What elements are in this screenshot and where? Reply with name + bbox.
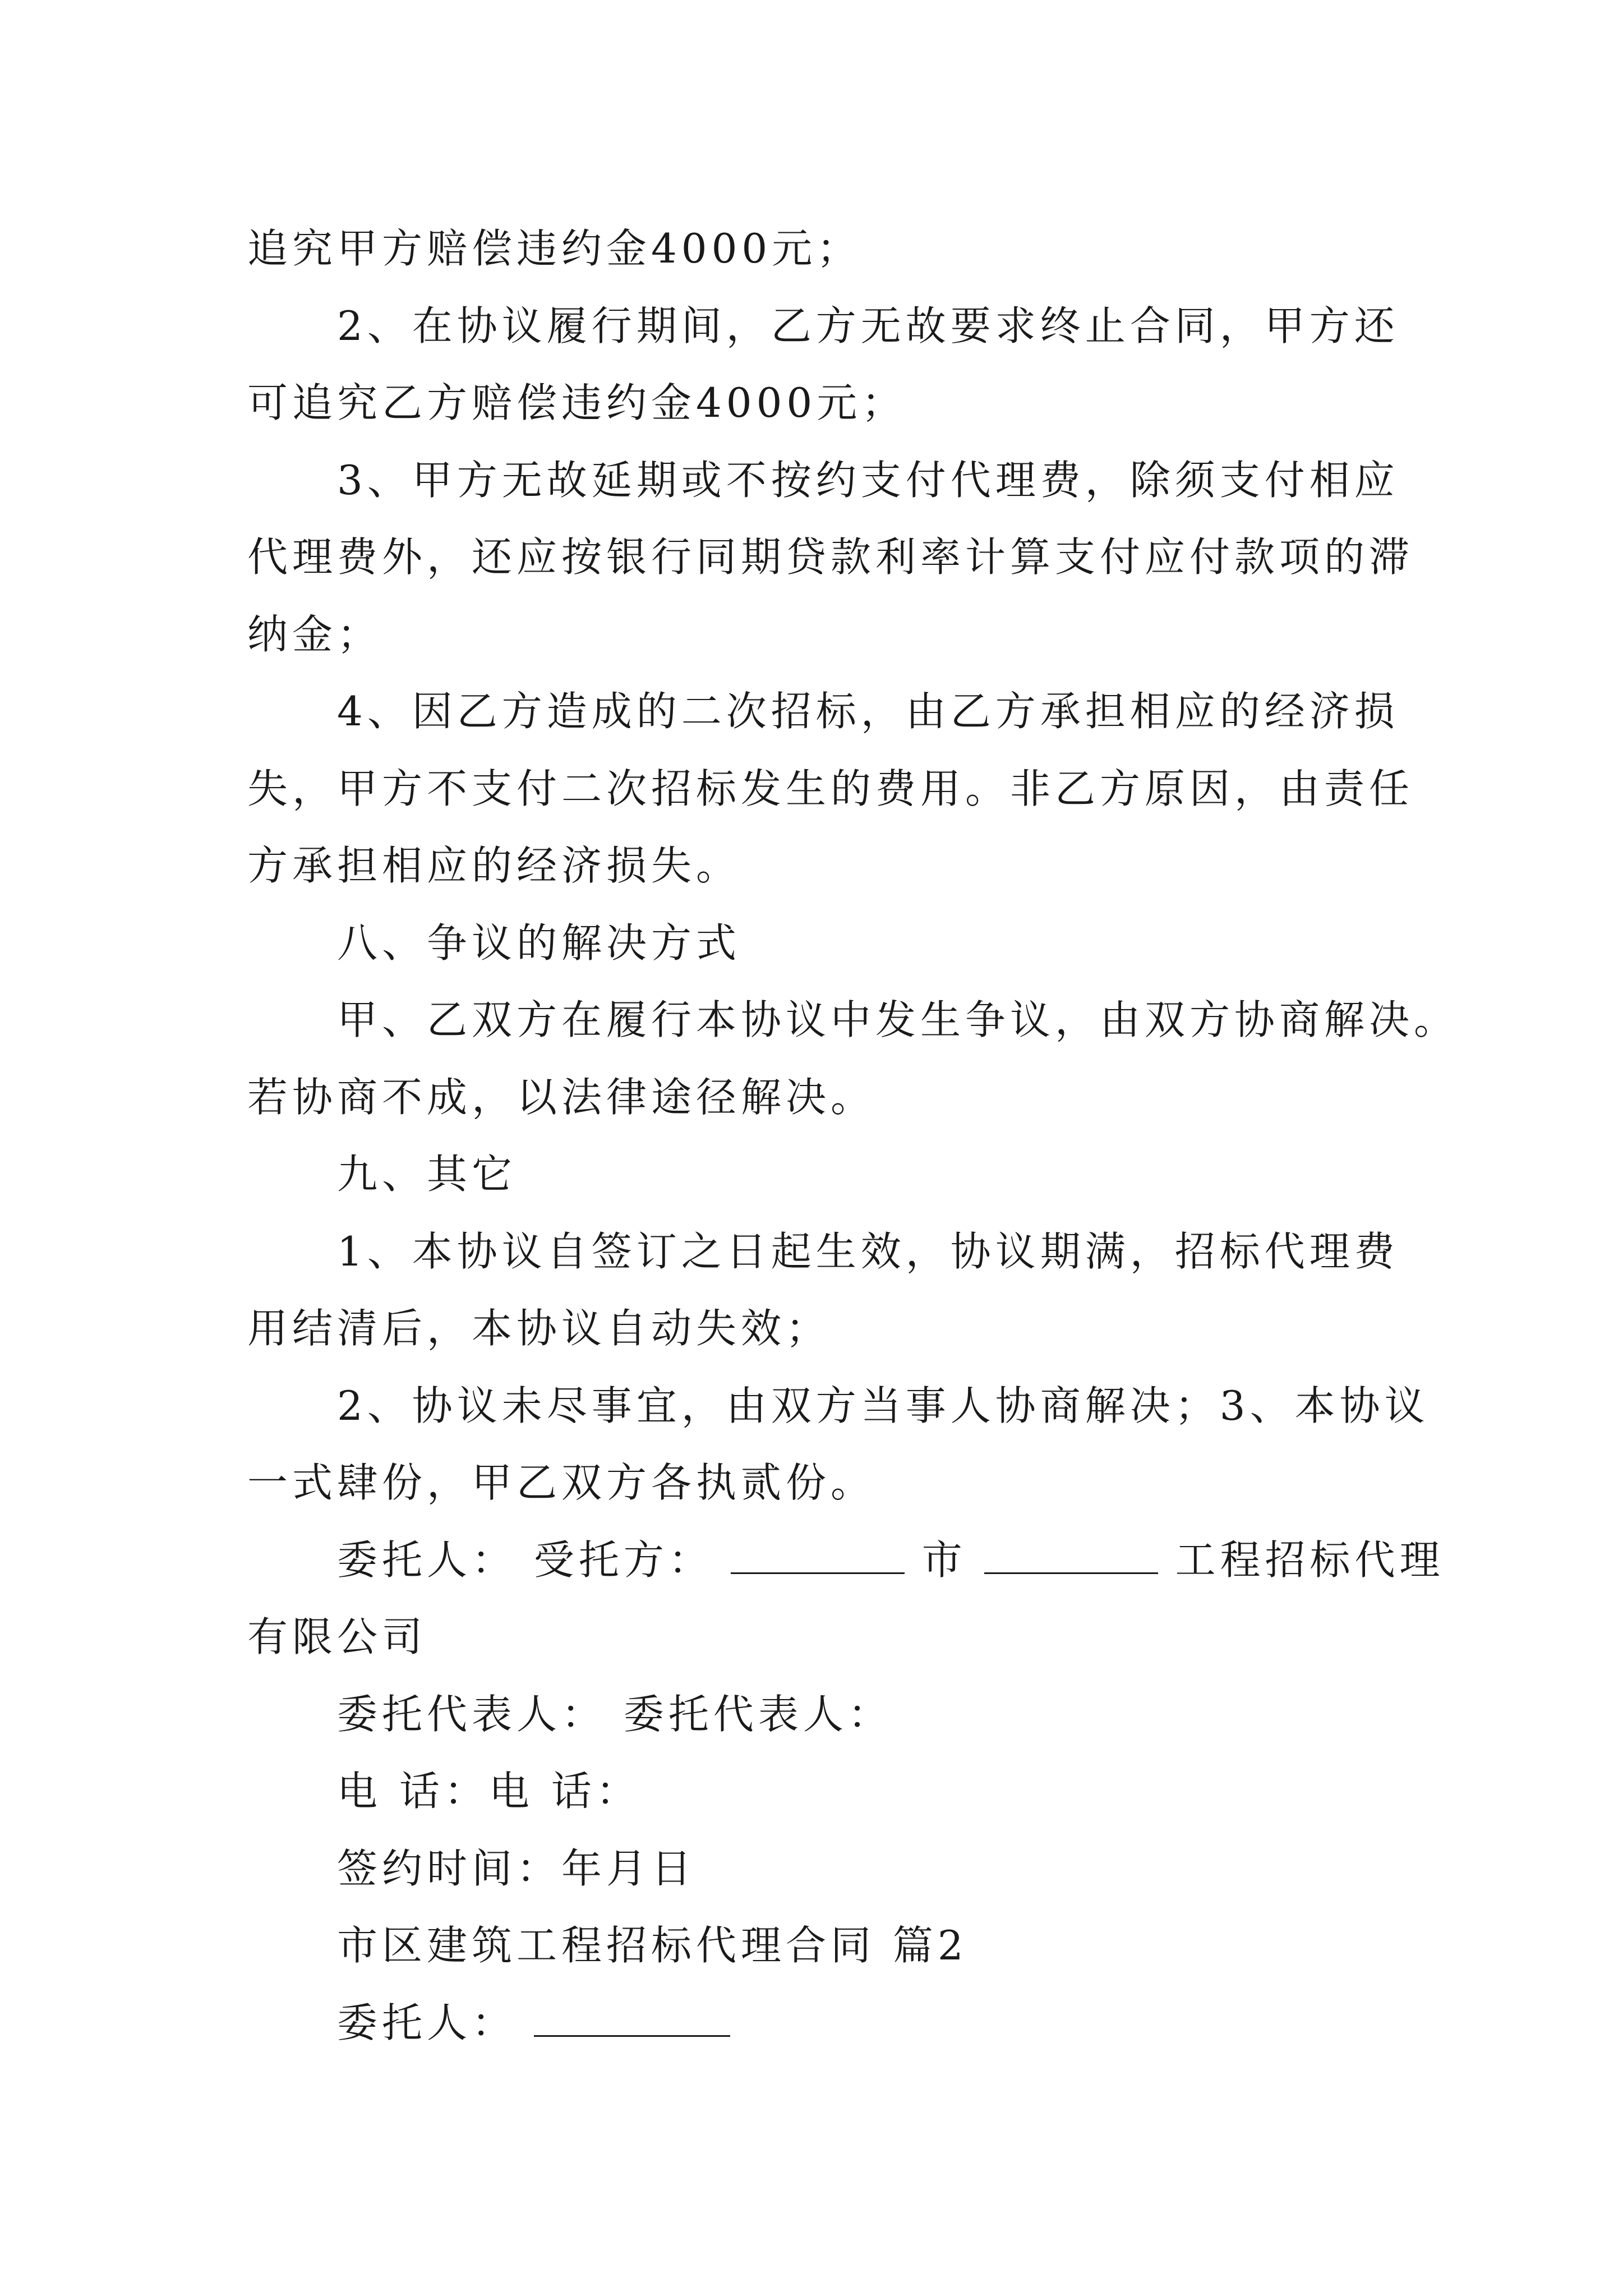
paragraph-line: 2、在协议履行期间，乙方无故要求终止合同，甲方还 <box>337 302 1399 349</box>
company-suffix: 工程招标代理 <box>1175 1536 1445 1584</box>
paragraph-line: 1、本协议自签订之日起生效，协议期满，招标代理费 <box>337 1227 1399 1275</box>
paragraph-line: 方承担相应的经济损失。 <box>247 842 741 889</box>
paragraph-line: 可追究乙方赔偿违约金4000元； <box>247 379 907 426</box>
section-heading: 九、其它 <box>337 1151 517 1198</box>
document-body <box>247 210 1459 2062</box>
paragraph-line: 若协商不成，以法律途径解决。 <box>247 1073 876 1121</box>
paragraph-line: 甲、乙双方在履行本协议中发生争议，由双方协商解决。 <box>337 996 1459 1043</box>
phones-line: 电 话：电 话： <box>337 1768 641 1815</box>
sign-date-line: 签约时间：年月日 <box>337 1844 697 1892</box>
paragraph-line: 代理费外，还应按银行同期贷款利率计算支付应付款项的滞 <box>247 533 1414 581</box>
paragraph-line: 用结清后，本协议自动失效； <box>247 1305 831 1352</box>
paragraph-line: 2、协议未尽事宜，由双方当事人协商解决；3、本协议 <box>337 1382 1430 1429</box>
company-suffix-line2: 有限公司 <box>247 1613 427 1660</box>
section-heading: 八、争议的解决方式 <box>337 919 741 967</box>
city-blank <box>731 1539 905 1574</box>
company-blank <box>984 1539 1158 1574</box>
next-client-blank <box>534 2001 730 2037</box>
city-suffix: 市 <box>921 1536 967 1584</box>
paragraph-line: 失，甲方不支付二次招标发生的费用。非乙方原因，由责任 <box>247 765 1414 812</box>
paragraph-line: 纳金； <box>247 610 382 658</box>
signature-parties-line <box>247 1522 1445 1599</box>
paragraph-line: 4、因乙方造成的二次招标，由乙方承担相应的经济损 <box>337 688 1399 735</box>
representatives-line: 委托代表人： 委托代表人： <box>337 1690 893 1738</box>
agent-label: 受托方： <box>533 1536 713 1584</box>
paragraph-line: 一式肆份，甲乙双方各执贰份。 <box>247 1459 876 1506</box>
client-label: 委托人： <box>337 1536 517 1584</box>
next-contract-title: 市区建筑工程招标代理合同 篇2 <box>337 1922 968 1969</box>
paragraph-line: 3、甲方无故延期或不按约支付代理费，除须支付相应 <box>337 456 1399 504</box>
next-client-line <box>247 1985 1386 2062</box>
paragraph-line: 追究甲方赔偿违约金4000元； <box>247 225 862 272</box>
next-client-label: 委托人： <box>337 1999 517 2046</box>
